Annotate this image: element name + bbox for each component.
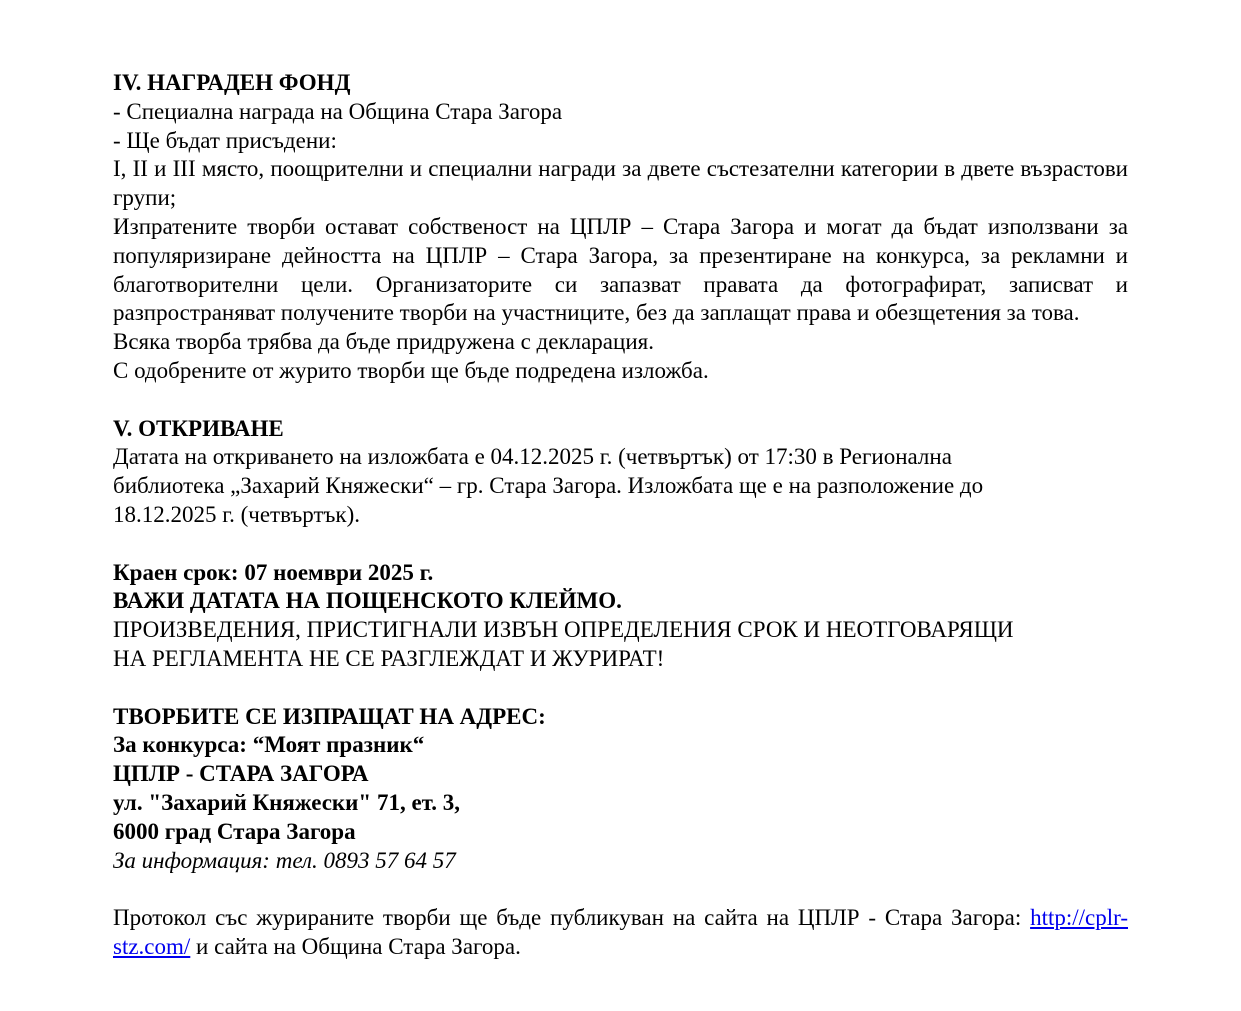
contact-info: За информация: тел. 0893 57 64 57: [113, 847, 456, 873]
section-4-heading: IV. НАГРАДЕН ФОНД: [113, 70, 351, 95]
exhibition-line: С одобрените от журито творби ще бъде подредена изложба.: [113, 357, 709, 383]
protocol-text: Протокол със журираните творби ще бъде публикуван на сайта на ЦПЛР - Стара Загора:: [113, 905, 1022, 931]
awards-intro-line: - Ще бъдат присъдени:: [113, 127, 337, 153]
postmark-line: ВАЖИ ДАТАТА НА ПОЩЕНСКОТО КЛЕЙМО.: [113, 588, 622, 614]
street-address: ул. "Захарий Княжески" 71, ет. 3,: [113, 789, 460, 815]
late-works-line-1: ПРОИЗВЕДЕНИЯ, ПРИСТИГНАЛИ ИЗВЪН ОПРЕДЕЛЕНИЯ СРОК И НЕОТГОВАРЯЩИ: [113, 617, 1014, 643]
spacer: [113, 386, 1128, 415]
spacer: [113, 875, 1128, 904]
declaration-line: Всяка творба трябва да бъде придружена с декларация.: [113, 329, 654, 355]
city-address: 6000 град Стара Загора: [113, 818, 356, 844]
document-page: [113, 69, 1128, 962]
late-works-line-2: НА РЕГЛАМЕНТА НЕ СЕ РАЗГЛЕЖДАТ И ЖУРИРАТ!: [113, 645, 665, 671]
spacer: [113, 530, 1128, 559]
opening-line-1: Датата на откриването на изложбата е 04.12.2025 г. (четвъртък) от 17:30 в Регионална: [113, 444, 952, 470]
protocol-tail: и сайта на Община Стара Загора.: [190, 933, 521, 959]
ownership-paragraph: Изпратените творби остават собственост на ЦПЛР – Стара Загора и могат да бъдат използвани за популяризиране дейността на ЦПЛР – Стара Загора, за презентиране на конкурса, за рекламни и благотворителни цели. Организаторите си запазват правата да фотографират, записват и разпространяват получените творби на участниците, без да заплащат права и обезщетения за това.: [113, 213, 1128, 326]
deadline-line: Краен срок: 07 ноември 2025 г.: [113, 559, 434, 585]
section-5-heading: V. ОТКРИВАНЕ: [113, 415, 284, 441]
special-award-line: - Специална награда на Община Стара Загора: [113, 98, 563, 124]
protocol-paragraph: [113, 904, 1128, 962]
opening-line-2: библиотека „Захарий Княжески“ – гр. Стара Загора. Изложбата ще е на разположение до: [113, 473, 984, 499]
organization-name: ЦПЛР - СТАРА ЗАГОРА: [113, 761, 369, 787]
contest-name: За конкурса: “Моят празник“: [113, 732, 425, 758]
spacer: [113, 674, 1128, 703]
address-heading: ТВОРБИТЕ СЕ ИЗПРАЩАТ НА АДРЕС:: [113, 703, 546, 729]
opening-line-3: 18.12.2025 г. (четвъртък).: [113, 501, 360, 527]
awards-paragraph: I, II и III място, поощрителни и специални награди за двете състезателни категории в двете възрастови групи;: [113, 156, 1128, 211]
website-link[interactable]: http://cplr-stz.com/: [113, 905, 1128, 959]
